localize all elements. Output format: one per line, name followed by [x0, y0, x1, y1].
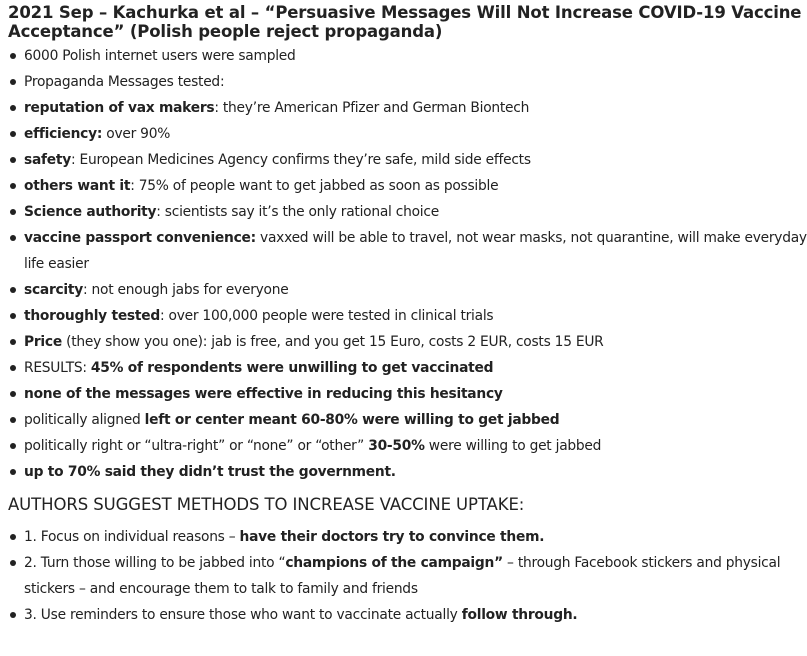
item-bold: Science authority	[24, 204, 157, 220]
right-prefix: politically right or “ultra-right” or “none” or “other”	[24, 438, 369, 454]
method-item-1	[8, 524, 807, 550]
method-item-2	[8, 550, 807, 602]
left-center-bold: left or center meant 60-80% were willing to get jabbed	[144, 412, 560, 428]
item-text: : European Medicines Agency confirms they’re safe, mild side effects	[70, 152, 531, 168]
method-prefix: 2. Turn those willing to be jabbed into “	[24, 555, 286, 571]
item-text: over 90%	[102, 126, 171, 142]
item-text: : they’re American Pfizer and German Biontech	[214, 100, 530, 116]
item-bold: vaccine passport convenience:	[24, 230, 256, 246]
item-bold: thoroughly tested	[24, 308, 160, 324]
right-suffix: were willing to get jabbed	[424, 438, 602, 454]
method-bold: champions of the campaign”	[285, 555, 503, 571]
item-bold: efficiency:	[24, 126, 103, 142]
method-bold: follow through.	[461, 607, 578, 623]
item-bold: Price	[24, 334, 62, 350]
list-item	[8, 95, 807, 121]
section-heading: AUTHORS SUGGEST METHODS TO INCREASE VACCINE UPTAKE:	[8, 495, 525, 514]
section-gap	[8, 485, 807, 495]
item-text: Propaganda Messages tested:	[24, 74, 225, 90]
list-item	[8, 173, 807, 199]
list-item	[8, 121, 807, 147]
list-item	[8, 43, 807, 69]
right-item	[8, 433, 807, 459]
item-text: : over 100,000 people were tested in clinical trials	[159, 308, 494, 324]
none-effective-text: none of the messages were effective in reducing this hesitancy	[24, 386, 503, 402]
list-item	[8, 199, 807, 225]
distrust-text: up to 70% said they didn’t trust the government.	[24, 464, 396, 480]
item-text: 6000 Polish internet users were sampled	[24, 48, 296, 64]
method-prefix: 3. Use reminders to ensure those who want to vaccinate actually	[24, 607, 462, 623]
method-item-3	[8, 602, 807, 628]
list-item	[8, 147, 807, 173]
left-center-item	[8, 407, 807, 433]
item-text: (they show you one): jab is free, and you get 15 Euro, costs 2 EUR, costs 15 EUR	[61, 334, 604, 350]
item-text: : scientists say it’s the only rational choice	[156, 204, 439, 220]
item-bold: safety	[24, 152, 71, 168]
item-text: : not enough jabs for everyone	[83, 282, 289, 298]
list-item	[8, 277, 807, 303]
item-bold: scarcity	[24, 282, 84, 298]
item-bold: reputation of vax makers	[24, 100, 215, 116]
method-bold: have their doctors try to convince them.	[239, 529, 545, 545]
left-center-prefix: politically aligned	[24, 412, 145, 428]
item-text: vaxxed will be able to travel, not wear masks, not quarantine, will make everyday life easier	[24, 230, 807, 272]
list-item	[8, 303, 807, 329]
list-item	[8, 329, 807, 355]
none-effective-item	[8, 381, 807, 407]
findings-list	[8, 43, 807, 485]
item-text: : 75% of people want to get jabbed as soon as possible	[130, 178, 499, 194]
article-title: 2021 Sep – Kachurka et al – “Persuasive Messages Will Not Increase COVID-19 Vaccine Acceptance” (Polish people reject propaganda)	[8, 3, 802, 41]
right-bold: 30-50%	[368, 438, 425, 454]
results-item	[8, 355, 807, 381]
distrust-item	[8, 459, 807, 485]
list-item	[8, 225, 807, 277]
item-bold: others want it	[24, 178, 131, 194]
method-suffix: – through Facebook stickers and physical stickers – and encourage them to talk to family and friends	[24, 555, 781, 597]
results-prefix: RESULTS:	[24, 360, 91, 376]
methods-list	[8, 524, 807, 628]
method-prefix: 1. Focus on individual reasons –	[24, 529, 240, 545]
list-item	[8, 69, 807, 95]
results-bold: 45% of respondents were unwilling to get vaccinated	[90, 360, 494, 376]
